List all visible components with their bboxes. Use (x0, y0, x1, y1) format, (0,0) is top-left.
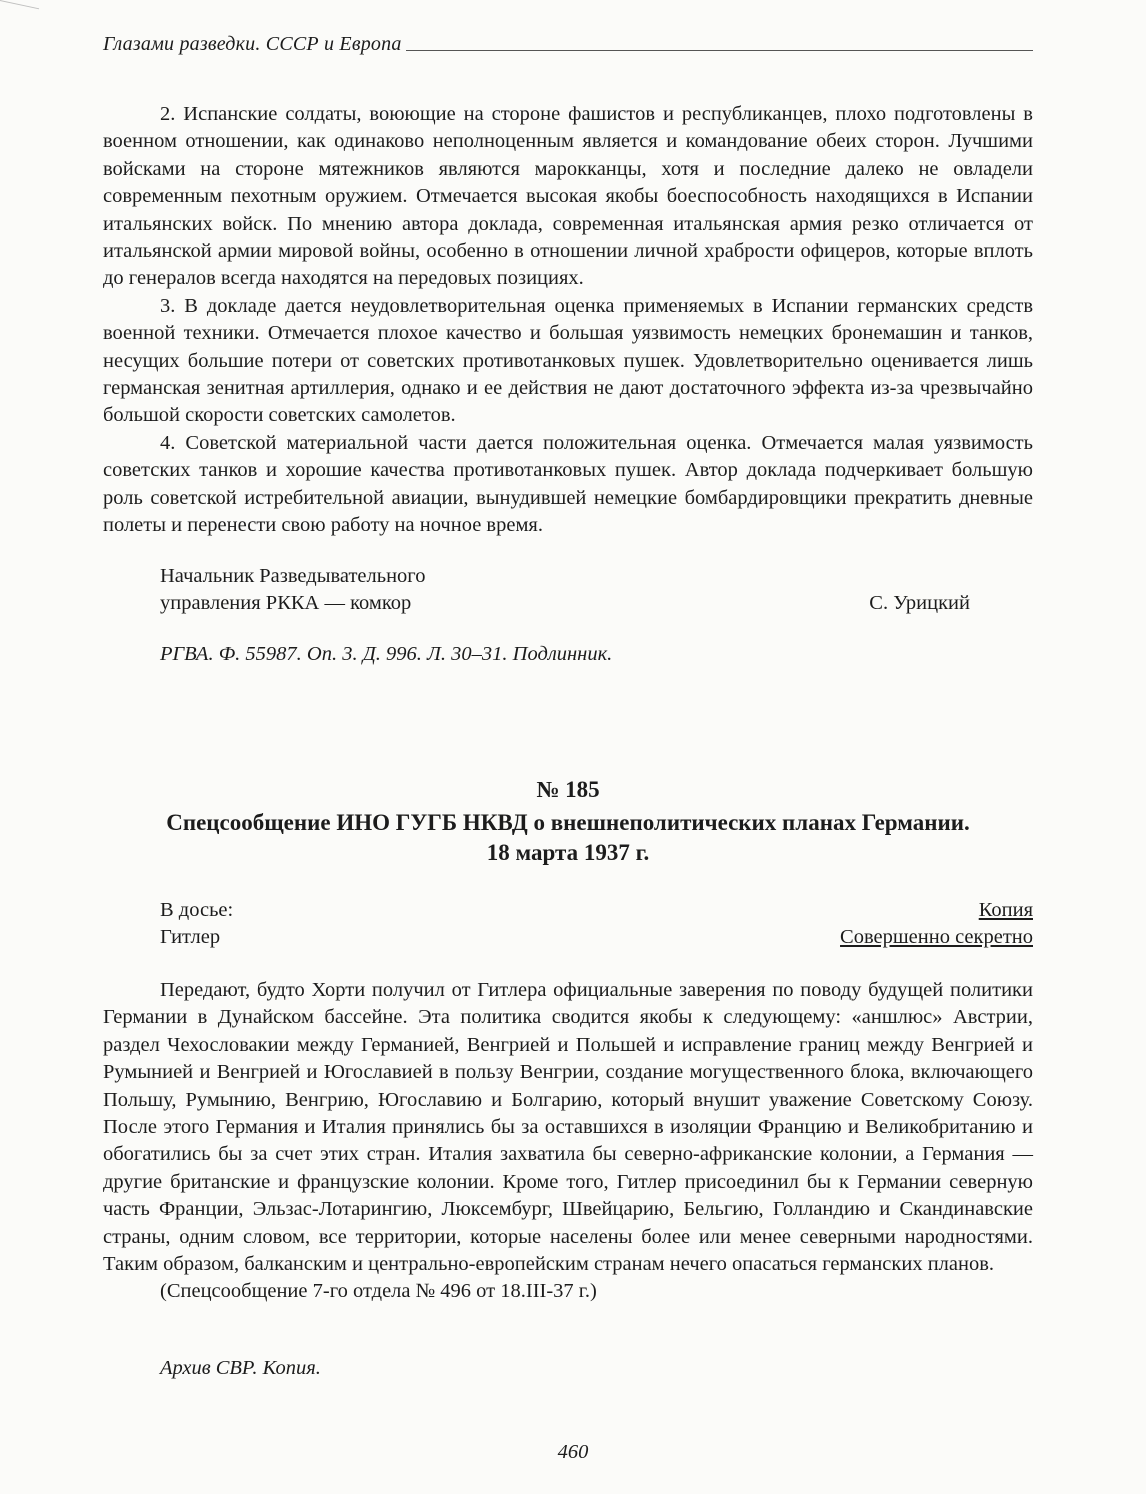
archive-reference: РГВА. Ф. 55987. Оп. 3. Д. 996. Л. 30–31. Подлинник. (160, 643, 613, 665)
paragraph-2: 2. Испанские солдаты, воюющие на стороне фашистов и республиканцев, плохо подготовлены в военном отношении, как одинаково неполноценным является и командование обеих сторон. Лучшими войсками на стороне мятежников являются марокканцы, хотя и последние далеко не овладели современным пехотным оружием. Отмечается высокая якобы боеспособность находящихся в Испании итальянских войск. По мнению автора доклада, современная итальянская армия резко отличается от итальянской армии мировой войны, особенно в отношении личной храбрости офицеров, которые вплоть до генералов всегда находятся на передовых позициях. (103, 103, 1033, 290)
scan-artifact (0, 0, 39, 33)
running-head-title: Глазами разведки. СССР и Европа (103, 33, 402, 55)
signature-position-line2: управления РККА — комкор (160, 592, 412, 615)
message-paragraph: Передают, будто Хорти получил от Гитлера официальные заверения по поводу будущей политики Германии в Дунайском бассейне. Эта политика сводится якобы к следующему: «аншлюс» Австрии, раздел Чехословакии между Германией, Венгрией и Польшей и исправление границ между Венгрией и Румынией и Венгрией и Югославией в пользу Венгрии, создание могущественного блока, включающего Польшу, Румынию, Венгрию, Югославию и Болгарию, который внушит уважение Советскому Союзу. После этого Германия и Италия принялись бы за оставшихся в изоляции Францию и Великобританию и обогатились бы за счет этих стран. Италия захватила бы северно-африканские колонии, а Германия — другие британские и французские колонии. Кроме того, Гитлер присоединил бы к Германии северную часть Франции, Эльзас-Лотарингию, Люксембург, Швейцарию, Бельгию, Голландию и Скандинавские страны, одним словом, все территории, которые населены более или менее северными народностями. Таким образом, балканским и центрально-европейским странам нечего опасаться германских планов. (103, 979, 1033, 1276)
secrecy-label: Совершенно секретно (840, 926, 1033, 949)
copy-label: Копия (978, 899, 1033, 921)
archive-reference-2: Архив СВР. Копия. (160, 1357, 321, 1379)
dossier-subject: Гитлер (160, 926, 221, 949)
message-source: (Спецсообщение 7-го отдела № 496 от 18.III-37 г.) (160, 1280, 597, 1303)
classification (840, 897, 1033, 952)
document-date: 18 марта 1937 г. (486, 840, 650, 865)
signature-block (160, 563, 1033, 618)
document-meta (160, 897, 1033, 952)
document-title (103, 808, 1033, 868)
paragraph-4: 4. Советской материальной части дается положительная оценка. Отмечается малая уязвимость советских танков и хорошие качества противотанковых пушек. Автор доклада подчеркивает большую роль советской истребительной авиации, вынудившей немецкие бомбардировщики прекратить дневные полеты и перенести свою работу на ночное время. (103, 431, 1033, 537)
dossier-label: В досье: (160, 899, 234, 921)
running-head-rule (406, 50, 1033, 51)
message-body (103, 977, 1033, 1306)
signature-name: С. Урицкий (869, 592, 970, 615)
document-number: № 185 (536, 777, 600, 802)
paragraph-3: 3. В докладе дается неудовлетворительная оценка применяемых в Испании германских средств военной техники. Отмечается плохое качество и большая уязвимость немецких бронемашин и танков, несущих большие потери от советских противотанковых пушек. Удовлетворительно оценивается лишь германская зенитная артиллерия, однако и ее действия не дают достаточного эффекта из-за чрезвычайно большой скорости советских самолетов. (103, 294, 1033, 427)
signature-position-line1: Начальник Разведывательного (160, 565, 426, 587)
document-title-line1: Спецсообщение ИНО ГУГБ НКВД о внешнеполитических планах Германии. (166, 810, 970, 835)
report-body (103, 101, 1033, 540)
running-head (103, 33, 1033, 56)
page-number: 460 (557, 1441, 589, 1463)
